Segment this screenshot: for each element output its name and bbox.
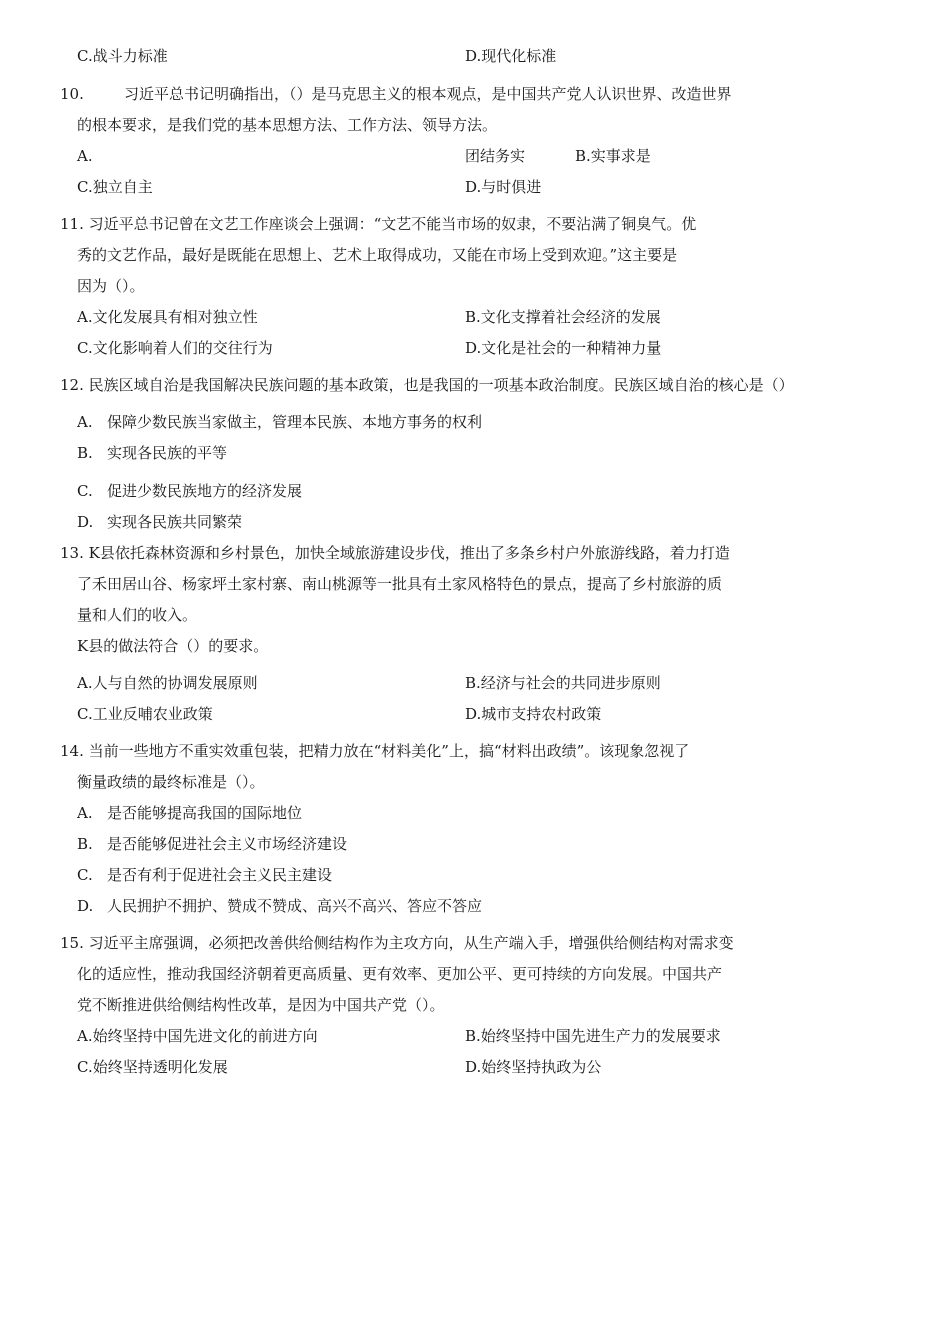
q12-option-a-label: A. bbox=[77, 413, 93, 431]
q14-option-d-label: D. bbox=[77, 897, 94, 915]
q11-stem-line2: 秀的文艺作品，最好是既能在思想上、艺术上取得成功，又能在市场上受到欢迎。”这主要是 bbox=[77, 246, 678, 264]
q12-option-b-text: 实现各民族的平等 bbox=[107, 444, 228, 462]
q9-option-d: D.现代化标准 bbox=[465, 47, 557, 65]
q10-option-c: C.独立自主 bbox=[77, 178, 153, 196]
q14-option-b-label: B. bbox=[77, 835, 93, 853]
q14-option-a-text: 是否能够提高我国的国际地位 bbox=[107, 804, 303, 822]
q12-option-b-label: B. bbox=[77, 444, 93, 462]
q12-option-a-text: 保障少数民族当家做主，管理本民族、本地方事务的权利 bbox=[107, 413, 483, 431]
q14-stem-line2: 衡量政绩的最终标准是（）。 bbox=[77, 773, 265, 791]
q13-stem-line4: K县的做法符合（）的要求。 bbox=[77, 637, 269, 655]
q14-option-d-text: 人民拥护不拥护、赞成不赞成、高兴不高兴、答应不答应 bbox=[107, 897, 483, 915]
q11-option-b: B.文化支撑着社会经济的发展 bbox=[465, 308, 661, 326]
q12-option-d-label: D. bbox=[77, 513, 94, 531]
q12-stem-line1: 12. 民族区域自治是我国解决民族问题的基本政策，也是我国的一项基本政治制度。民族区域自治的核心是（） bbox=[60, 376, 794, 394]
q14-option-b-text: 是否能够促进社会主义市场经济建设 bbox=[107, 835, 348, 853]
q11-option-d: D.文化是社会的一种精神力量 bbox=[465, 339, 662, 357]
q13-option-b: B.经济与社会的共同进步原则 bbox=[465, 674, 661, 692]
q12-option-c-label: C. bbox=[77, 482, 93, 500]
q15-stem-line1: 15. 习近平主席强调，必须把改善供给侧结构作为主攻方向，从生产端入手，增强供给侧结构对需求变 bbox=[60, 934, 734, 952]
q9-option-c: C.战斗力标准 bbox=[77, 47, 168, 65]
q10-option-a-text: 团结务实 bbox=[465, 147, 526, 165]
q13-option-a: A.人与自然的协调发展原则 bbox=[77, 674, 258, 692]
q11-stem-line1: 11. 习近平总书记曾在文艺工作座谈会上强调：“文艺不能当市场的奴隶，不要沾满了铜臭气。优 bbox=[60, 215, 697, 233]
q14-option-c-text: 是否有利于促进社会主义民主建设 bbox=[107, 866, 333, 884]
q15-option-d: D.始终坚持执政为公 bbox=[465, 1058, 602, 1076]
q11-stem-line3: 因为（）。 bbox=[77, 277, 145, 295]
q10-stem-line1: 习近平总书记明确指出，（）是马克思主义的根本观点，是中国共产党人认识世界、改造世界 bbox=[124, 85, 732, 103]
q15-option-c: C.始终坚持透明化发展 bbox=[77, 1058, 228, 1076]
q10-option-a-label: A. bbox=[77, 147, 93, 165]
q12-option-d-text: 实现各民族共同繁荣 bbox=[107, 513, 243, 531]
q14-option-c-label: C. bbox=[77, 866, 93, 884]
q10-option-b: B.实事求是 bbox=[575, 147, 651, 165]
q15-stem-line3: 党不断推进供给侧结构性改革，是因为中国共产党（）。 bbox=[77, 996, 445, 1014]
q15-option-b: B.始终坚持中国先进生产力的发展要求 bbox=[465, 1027, 721, 1045]
q10-stem-line2: 的根本要求，是我们党的基本思想方法、工作方法、领导方法。 bbox=[77, 116, 498, 134]
q13-stem-line3: 量和人们的收入。 bbox=[77, 606, 198, 624]
q14-option-a-label: A. bbox=[77, 804, 93, 822]
q10-number: 10. bbox=[60, 85, 84, 103]
q15-stem-line2: 化的适应性，推动我国经济朝着更高质量、更有效率、更加公平、更可持续的方向发展。中国共产 bbox=[77, 965, 723, 983]
q13-stem-line2: 了禾田居山谷、杨家坪土家村寨、南山桃源等一批具有土家风格特色的景点，提高了乡村旅游的质 bbox=[77, 575, 723, 593]
q12-option-c-text: 促进少数民族地方的经济发展 bbox=[107, 482, 303, 500]
q13-option-c: C.工业反哺农业政策 bbox=[77, 705, 213, 723]
q10-option-d: D.与时俱进 bbox=[465, 178, 542, 196]
q13-option-d: D.城市支持农村政策 bbox=[465, 705, 602, 723]
q13-stem-line1: 13. K县依托森林资源和乡村景色，加快全域旅游建设步伐，推出了多条乡村户外旅游线路，着力打造 bbox=[60, 544, 730, 562]
q11-option-a: A.文化发展具有相对独立性 bbox=[77, 308, 258, 326]
q14-stem-line1: 14. 当前一些地方不重实效重包装，把精力放在“材料美化”上，搞“材料出政绩”。该现象忽视了 bbox=[60, 742, 690, 760]
q11-option-c: C.文化影响着人们的交往行为 bbox=[77, 339, 273, 357]
q15-option-a: A.始终坚持中国先进文化的前进方向 bbox=[77, 1027, 318, 1045]
